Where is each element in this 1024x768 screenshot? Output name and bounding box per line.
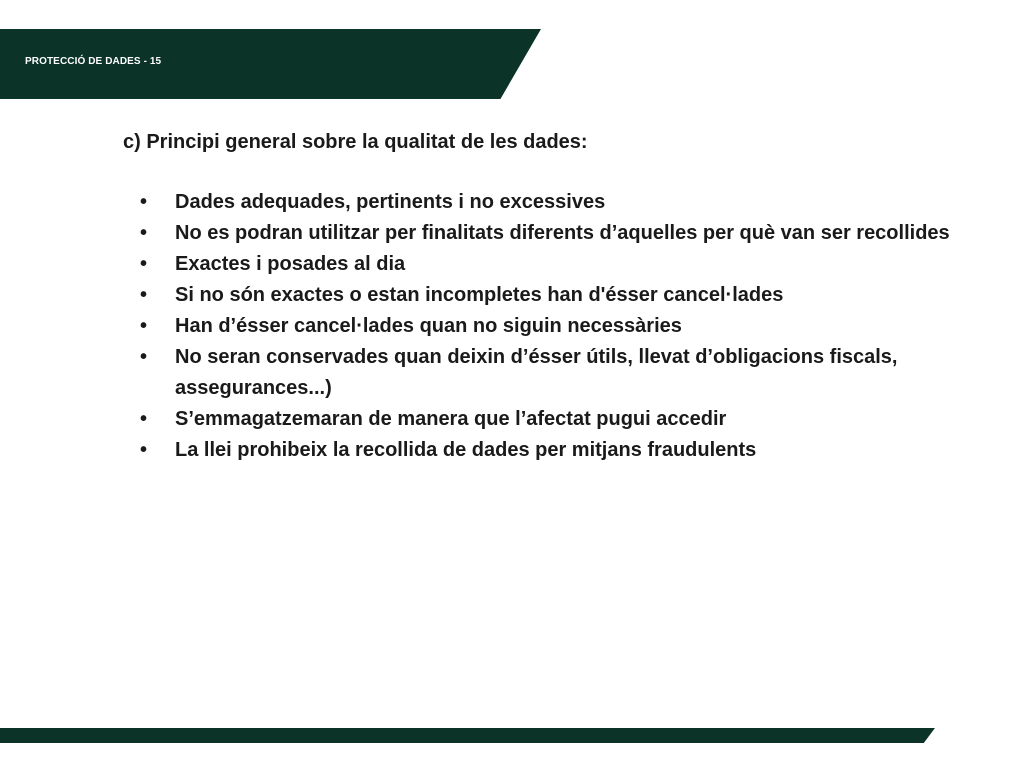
bullet-icon: •	[140, 439, 148, 461]
bullet-icon: •	[140, 191, 148, 213]
bullet-text: La llei prohibeix la recollida de dades per mitjans fraudulents	[175, 439, 757, 461]
bullet-list	[123, 187, 983, 466]
bullet-text: No seran conservades quan deixin d’ésser útils, llevat d’obligacions fiscals, assegurances...)	[175, 346, 898, 399]
bullet-icon: •	[140, 222, 148, 244]
bullet-icon: •	[140, 284, 148, 306]
bullet-text: Si no són exactes o estan incompletes han d'ésser cancel·lades	[175, 284, 784, 306]
bullet-item	[123, 404, 983, 435]
bullet-icon: •	[140, 346, 148, 368]
bullet-item	[123, 187, 983, 218]
bullet-text: Exactes i posades al dia	[175, 253, 406, 275]
bullet-item	[123, 342, 983, 404]
slide-title: PROTECCIÓ DE DADES - 15	[25, 56, 162, 67]
slide-content	[123, 127, 983, 466]
bullet-item	[123, 311, 983, 342]
bullet-icon: •	[140, 315, 148, 337]
bullet-text: No es podran utilitzar per finalitats diferents d’aquelles per què van ser recollides	[175, 222, 950, 244]
bullet-text: Dades adequades, pertinents i no excessives	[175, 191, 606, 213]
bullet-icon: •	[140, 253, 148, 275]
bullet-item	[123, 280, 983, 311]
bullet-item	[123, 218, 983, 249]
section-heading: c) Principi general sobre la qualitat de les dades:	[123, 131, 588, 153]
bullet-item	[123, 249, 983, 280]
bullet-item	[123, 435, 983, 466]
footer-bar	[0, 728, 935, 743]
bullet-text: Han d’ésser cancel·lades quan no siguin necessàries	[175, 315, 682, 337]
bullet-icon: •	[140, 408, 148, 430]
bullet-text: S’emmagatzemaran de manera que l’afectat pugui accedir	[175, 408, 727, 430]
